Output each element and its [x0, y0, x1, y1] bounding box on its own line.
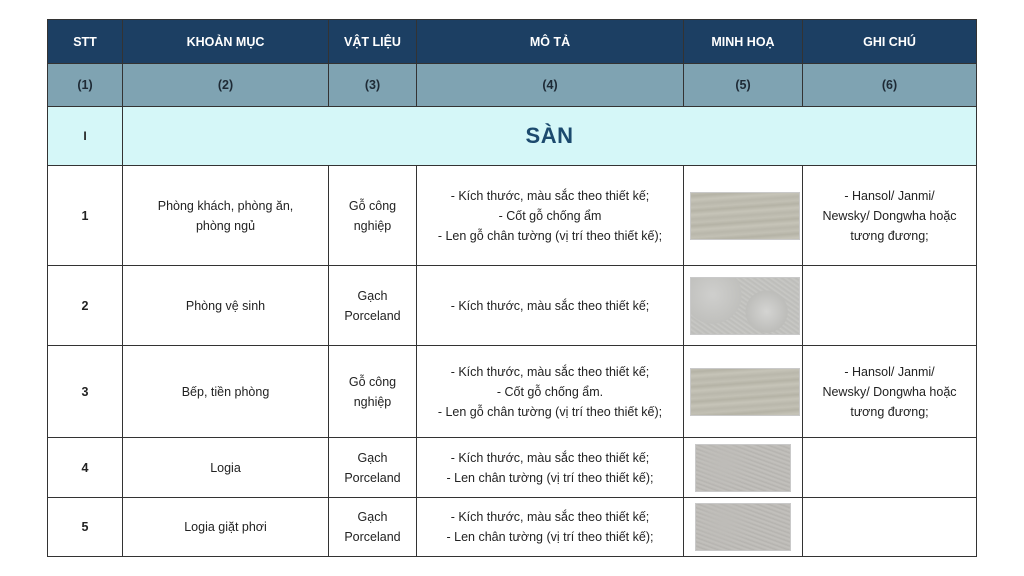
material-line: nghiệp: [353, 218, 392, 233]
description-line: - Kích thước, màu sắc theo thiết kế;: [450, 188, 650, 203]
table-row: [48, 266, 977, 346]
row-item: [123, 266, 329, 346]
item-line: Phòng khách, phòng ăn,: [157, 198, 294, 213]
row-illustration: [684, 166, 803, 266]
row-note: [803, 438, 977, 498]
row-stt: 3: [48, 346, 123, 438]
row-illustration: [684, 438, 803, 498]
row-note: [803, 498, 977, 557]
row-material: [329, 438, 417, 498]
item-line: Logia: [210, 460, 241, 475]
material-line: nghiệp: [353, 394, 392, 409]
material-line: Gạch: [357, 510, 388, 524]
table-row: [48, 498, 977, 557]
row-description: [417, 438, 684, 498]
row-stt: 2: [48, 266, 123, 346]
stone-swatch-image: [695, 444, 791, 492]
section-number: I: [48, 107, 123, 166]
header-description: MÔ TẢ: [417, 20, 684, 64]
row-illustration: [684, 346, 803, 438]
material-line: Gạch: [357, 450, 388, 465]
row-material: [329, 498, 417, 557]
description-line: - Cốt gỗ chống ẩm.: [496, 384, 604, 399]
description-line: - Len chân tường (vị trí theo thiết kế);: [446, 530, 654, 544]
header-material: VẬT LIỆU: [329, 20, 417, 64]
item-line: Bếp, tiền phòng: [181, 384, 270, 399]
item-line: Logia giặt phơi: [184, 520, 267, 534]
row-illustration: [684, 498, 803, 557]
row-description: [417, 166, 684, 266]
note-line: - Hansol/ Janmi/: [844, 364, 935, 379]
description-line: - Kích thước, màu sắc theo thiết kế;: [450, 510, 650, 524]
row-description: [417, 266, 684, 346]
column-number: (2): [123, 64, 329, 107]
row-note: [803, 346, 977, 438]
row-material: [329, 166, 417, 266]
section-title: SÀN: [123, 107, 977, 166]
description-line: - Len chân tường (vị trí theo thiết kế);: [446, 470, 654, 485]
material-line: Gạch: [357, 288, 388, 303]
note-line: tương đương;: [850, 228, 929, 243]
column-number: (1): [48, 64, 123, 107]
material-line: Gỗ công: [348, 374, 397, 389]
column-number-row: [48, 64, 977, 107]
row-item: [123, 346, 329, 438]
row-material: [329, 266, 417, 346]
row-note: [803, 266, 977, 346]
row-note: [803, 166, 977, 266]
column-number: (5): [684, 64, 803, 107]
header-note: GHI CHÚ: [803, 20, 977, 64]
material-line: Porceland: [344, 470, 401, 485]
material-spec-table: [47, 19, 977, 557]
row-stt: 1: [48, 166, 123, 266]
material-line: Porceland: [344, 530, 401, 544]
row-stt: 4: [48, 438, 123, 498]
column-number: (4): [417, 64, 684, 107]
row-material: [329, 346, 417, 438]
description-line: - Kích thước, màu sắc theo thiết kế;: [450, 298, 650, 313]
row-illustration: [684, 266, 803, 346]
item-line: Phòng vệ sinh: [185, 298, 266, 313]
note-line: Newsky/ Dongwha hoặc: [822, 208, 957, 223]
stone-swatch-image: [690, 277, 800, 335]
row-description: [417, 498, 684, 557]
table-row: [48, 438, 977, 498]
description-line: - Len gỗ chân tường (vị trí theo thiết kế);: [437, 228, 663, 243]
stone-swatch-image: [695, 503, 791, 551]
header-item: KHOẢN MỤC: [123, 20, 329, 64]
table-row: [48, 166, 977, 266]
row-stt: 5: [48, 498, 123, 557]
wood-swatch-image: [690, 368, 800, 416]
description-line: - Kích thước, màu sắc theo thiết kế;: [450, 450, 650, 465]
material-line: Gỗ công: [348, 198, 397, 213]
row-item: [123, 166, 329, 266]
table-row: [48, 346, 977, 438]
column-number: (3): [329, 64, 417, 107]
material-line: Porceland: [344, 308, 401, 323]
row-description: [417, 346, 684, 438]
header-stt: STT: [48, 20, 123, 64]
wood-swatch-image: [690, 192, 800, 240]
row-item: [123, 498, 329, 557]
note-line: - Hansol/ Janmi/: [844, 188, 935, 203]
item-line: phòng ngủ: [195, 218, 256, 233]
note-line: tương đương;: [850, 404, 929, 419]
header-row: [48, 20, 977, 64]
row-item: [123, 438, 329, 498]
section-row: [48, 107, 977, 166]
note-line: Newsky/ Dongwha hoặc: [822, 384, 957, 399]
description-line: - Kích thước, màu sắc theo thiết kế;: [450, 364, 650, 379]
header-illustration: MINH HOẠ: [684, 20, 803, 64]
description-line: - Len gỗ chân tường (vị trí theo thiết kế);: [437, 404, 663, 419]
column-number: (6): [803, 64, 977, 107]
description-line: - Cốt gỗ chống ẩm: [498, 208, 602, 223]
